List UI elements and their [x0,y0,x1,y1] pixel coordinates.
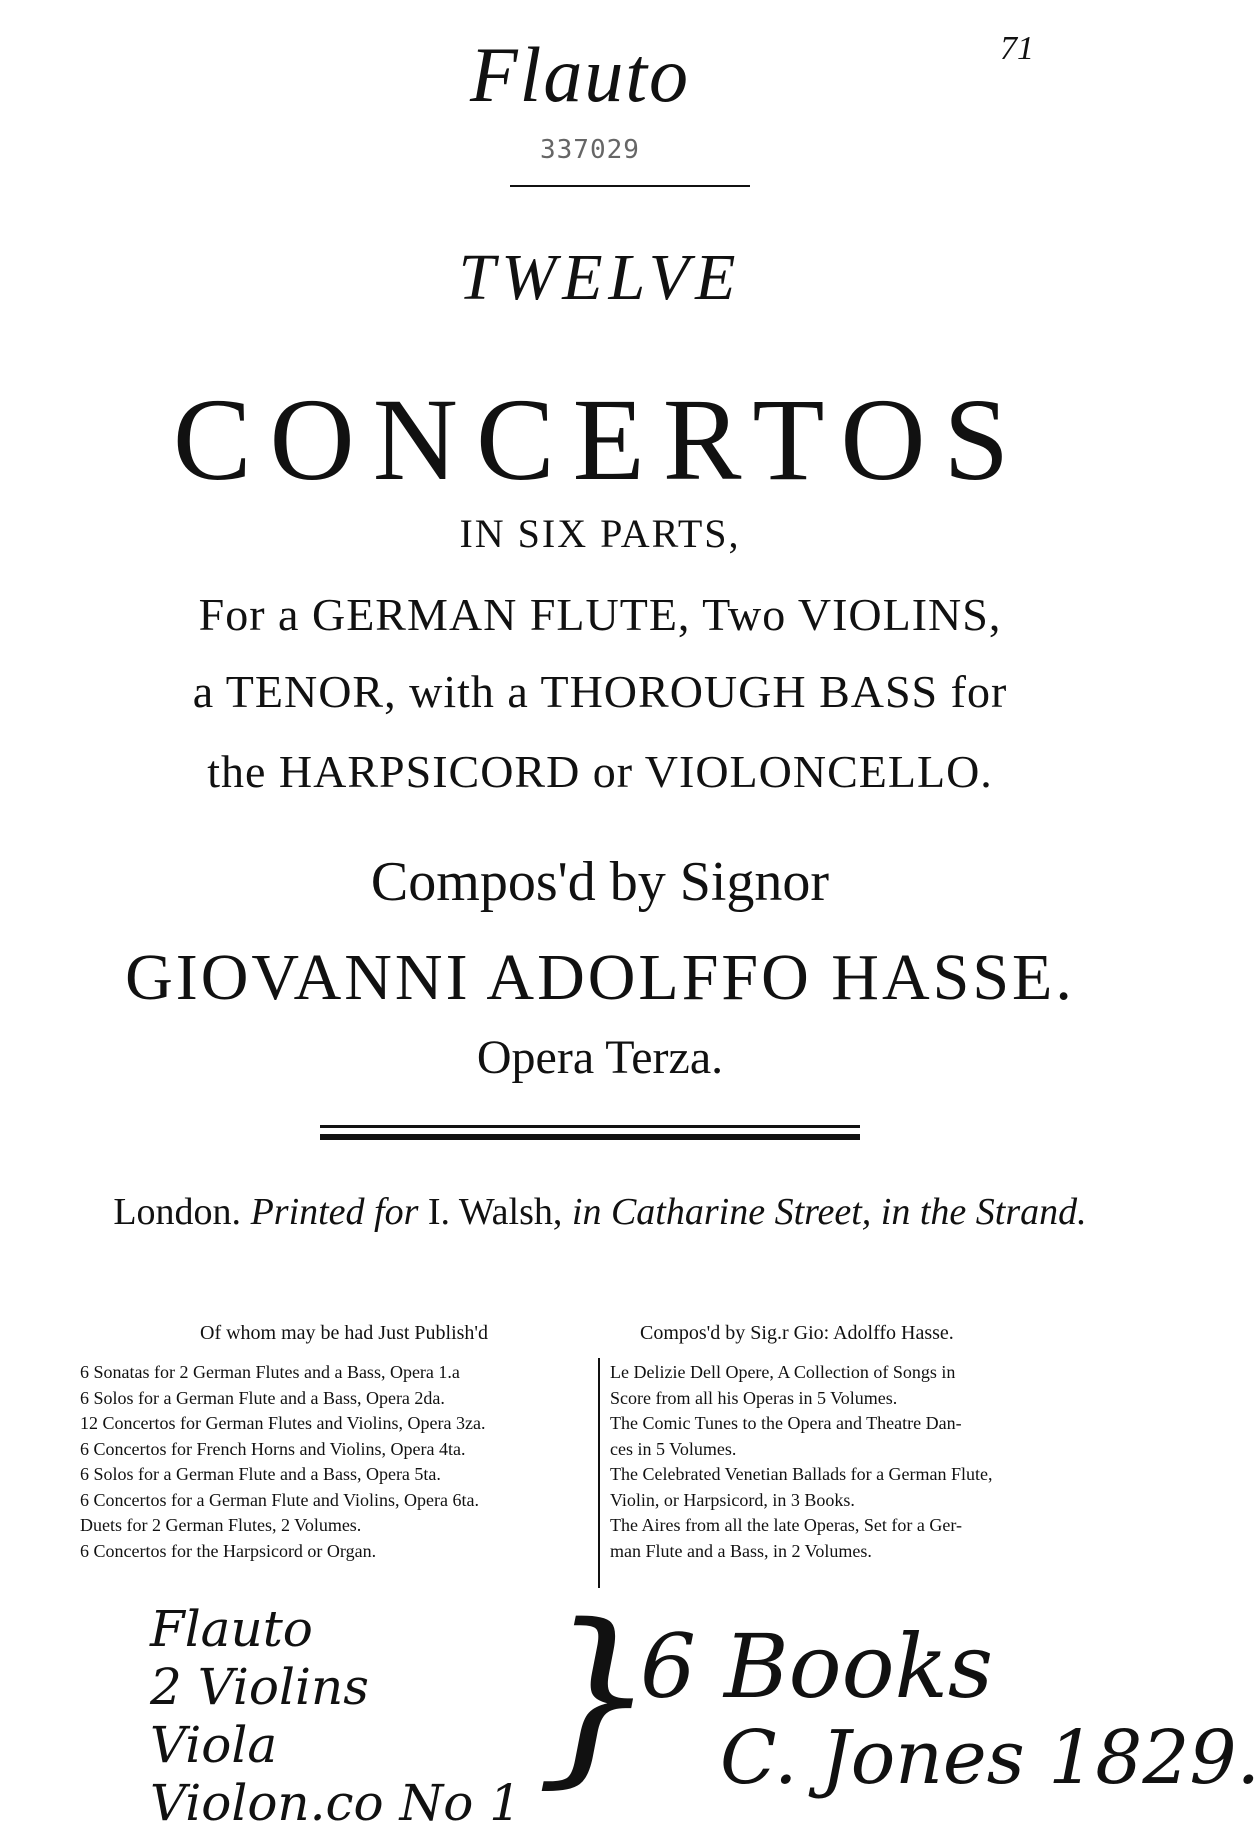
list-item: 12 Concertos for German Flutes and Violins, Opera 3za. [80,1413,486,1433]
list-item: ces in 5 Volumes. [610,1438,737,1459]
list-item: 6 Sonatas for 2 German Flutes and a Bass, Opera 1.a [80,1362,460,1382]
title-twelve: TWELVE [458,241,742,314]
instrumentation-line-1: For a GERMAN FLUTE, Two VIOLINS, [198,589,1002,640]
catalogue-column-divider [598,1358,600,1588]
opus-number: Opera Terza. [476,1031,724,1084]
corner-handwritten-mark: 71 [1000,30,1034,67]
list-item: 6 Concertos for a German Flute and Violins, Opera 6ta. [80,1489,479,1510]
handwritten-brace: } [535,1584,656,1805]
title-concertos: CONCERTOS [172,374,1028,505]
instrumentation-line-3: the HARPSICORD or VIOLONCELLO. [207,746,993,797]
list-item: 6 Concertos for the Harpsicord or Organ. [80,1540,377,1561]
composed-by-line: Compos'd by Signor [370,851,830,913]
list-item: The Celebrated Venetian Ballads for a German Flute, [610,1464,993,1484]
catalogue-right-heading: Compos'd by Sig.r Gio: Adolffo Hasse. [640,1322,954,1344]
divider-rule-thick [320,1134,860,1140]
list-item: Le Delizie Dell Opere, A Collection of Songs in [610,1362,956,1382]
composer-name: GIOVANNI ADOLFFO HASSE. [125,941,1075,1014]
handwritten-books-count: 6 Books [640,1615,994,1718]
handwritten-part: 2 Violins [150,1658,369,1716]
top-rule [510,185,750,187]
subtitle-six-parts: IN SIX PARTS, [459,511,741,556]
catalogue-right-list [610,1360,1135,1564]
list-item: 6 Solos for a German Flute and a Bass, Opera 2da. [80,1387,445,1408]
list-item: Duets for 2 German Flutes, 2 Volumes. [80,1515,362,1535]
handwritten-part: Flauto [150,1600,313,1658]
list-item: man Flute and a Bass, in 2 Volumes. [610,1540,872,1561]
list-item: The Aires from all the late Operas, Set for a Ger- [610,1515,963,1535]
imprint-city: London. [113,1191,242,1233]
list-item: Score from all his Operas in 5 Volumes. [610,1387,898,1408]
list-item: 6 Concertos for French Horns and Violins, Opera 4ta. [80,1438,466,1459]
imprint-line [0,1190,1200,1234]
handwritten-parts-list [150,1600,521,1832]
handwritten-part: Violon.co No 1 [150,1774,522,1832]
handwritten-flauto-label: Flauto [470,31,690,118]
catalogue-left-list [80,1360,595,1564]
list-item: The Comic Tunes to the Opera and Theatre Dan- [610,1413,962,1433]
instrumentation-line-2: a TENOR, with a THOROUGH BASS for [192,666,1008,717]
list-item: Violin, or Harpsicord, in 3 Books. [610,1489,855,1510]
list-item: 6 Solos for a German Flute and a Bass, Opera 5ta. [80,1464,441,1484]
handwritten-owner-signature: C. Jones 1829. [720,1715,1260,1801]
library-stamp-number: 337029 [540,135,640,165]
imprint-printed-for: Printed for [250,1191,419,1233]
imprint-publisher: I. Walsh, [427,1191,563,1233]
divider-rule-thin [320,1125,860,1128]
imprint-address: in Catharine Street, in the Strand. [571,1191,1087,1233]
handwritten-part: Viola [150,1716,278,1774]
catalogue-left-heading: Of whom may be had Just Publish'd [200,1322,489,1344]
